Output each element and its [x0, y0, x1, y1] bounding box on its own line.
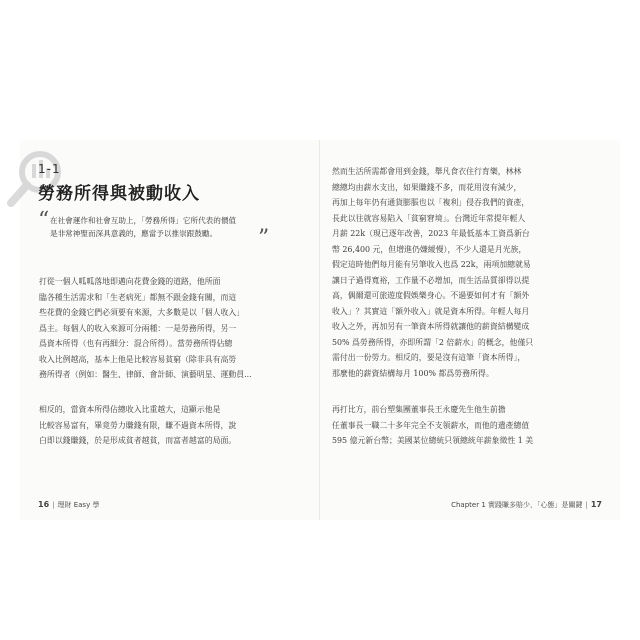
text-line: 595 億元新台幣；美國某位總統只領總統年薪象徵性 1 美 — [332, 436, 534, 445]
page-gutter — [319, 140, 320, 520]
section-title: 勞務所得與被動收入 — [38, 184, 200, 204]
text-line: 白即以錢賺錢，於是形成貧者越貧，而富者越富的局面。 — [39, 436, 237, 445]
text-line: 爲主。每個人的收入來源可分兩種：一是勞務所得，另一 — [39, 323, 237, 333]
quote-close-mark: ” — [258, 226, 270, 251]
pull-quote-line: 在社會運作和社會互助上，「勞務所得」它所代表的價值 — [50, 216, 237, 225]
footer-separator: | — [585, 501, 588, 509]
quote-open-mark: “ — [38, 208, 50, 233]
text-line: 收入」？其實這「額外收入」就是資本所得。年輕人每月 — [332, 306, 530, 316]
text-line: 打從一個人呱呱落地即邁向花費金錢的道路，他所面 — [39, 277, 221, 286]
text-line: 收入比例越高，基本上他是比較容易貧窮（除非具有高勞 — [39, 354, 237, 364]
text-line: 月薪 22k（現已逐年改善，2023 年最低基本工資爲新台 — [332, 229, 530, 238]
text-line: 假定這時他們每月能有另筆收入也爲 22k，兩項加總就易 — [332, 260, 531, 269]
text-line: 那麼他的薪資結構每月 100% 都爲勞務所得。 — [332, 368, 494, 378]
text-line: 相反的，當資本所得佔總收入比重越大，這顯示他是 — [39, 405, 221, 414]
text-line: 50% 爲勞務所得，亦即所謂「2 倍薪水」的概念，他僅只 — [332, 337, 534, 347]
left-page-footer — [38, 500, 99, 510]
text-line: 任董事長一職二十多年完全不支領薪水，而他的遺產總值 — [332, 420, 530, 430]
text-line: 幣 26,400 元，但增進仍嫌緩慢），不少人還是月光族， — [332, 244, 527, 254]
page-number: 17 — [590, 500, 602, 509]
text-line: 臨各種生活需求和「生老病死」都無不跟金錢有關，而這 — [39, 292, 237, 302]
left-paragraph-1 — [39, 274, 252, 383]
section-number: 1-1 — [38, 162, 61, 176]
text-line: 長此以往就容易陷入「貧窮窘境」。台灣近年常提年輕人 — [332, 213, 526, 223]
text-line: 些花費的金錢它們必須要有來源，大多數是以「個人收入」 — [39, 308, 245, 317]
text-line: 務所得者（例如：醫生、律師、會計師、演藝明星、運動員... — [39, 370, 252, 379]
text-line: 再加上每年仍有通貨膨脹也以「複利」侵吞我們的資產， — [332, 198, 530, 207]
page-number: 16 — [38, 500, 50, 509]
text-line: 比較容易富有，畢竟勞力賺錢有限，賺不過資本所得，說 — [39, 420, 237, 430]
running-title: Chapter 1 實踐賺多賠少，「心態」是關鍵 — [451, 501, 583, 509]
text-line: 收入之外，再加另有一筆資本所得就讓他的薪資結構變成 — [332, 322, 530, 331]
pull-quote-line: 是非常神聖而深具意義的，應當予以推崇跟鼓勵。 — [50, 229, 218, 238]
footer-separator: | — [52, 501, 55, 509]
text-line: 讓日子過得寬裕，工作量不必增加，而生活品質卻得以提 — [332, 275, 530, 285]
text-line: 爲資本所得（也有再細分：混合所得）。當勞務所得佔總 — [39, 339, 233, 348]
pull-quote — [50, 214, 255, 240]
text-line: 高，偶爾還可旅遊度假娛樂身心。不過要如何才有「額外 — [332, 291, 530, 300]
text-line: 再打比方，前台塑集團董事長王永慶先生他生前擔 — [332, 405, 506, 414]
running-title: 理財 Easy 學 — [57, 501, 100, 509]
left-paragraph-2 — [39, 402, 236, 449]
text-line: 總總均由薪水支出，如果賺錢不多，而花用沒有減少， — [332, 182, 522, 192]
right-paragraph-1 — [332, 164, 533, 381]
right-page-footer — [451, 500, 602, 510]
text-line: 需付出一份勞力。相反的，要是沒有這筆「資本所得」， — [332, 353, 526, 362]
text-line: 然而生活所需都會用到金錢，舉凡食衣住行育樂，林林 — [332, 167, 522, 176]
right-paragraph-2 — [332, 402, 533, 449]
